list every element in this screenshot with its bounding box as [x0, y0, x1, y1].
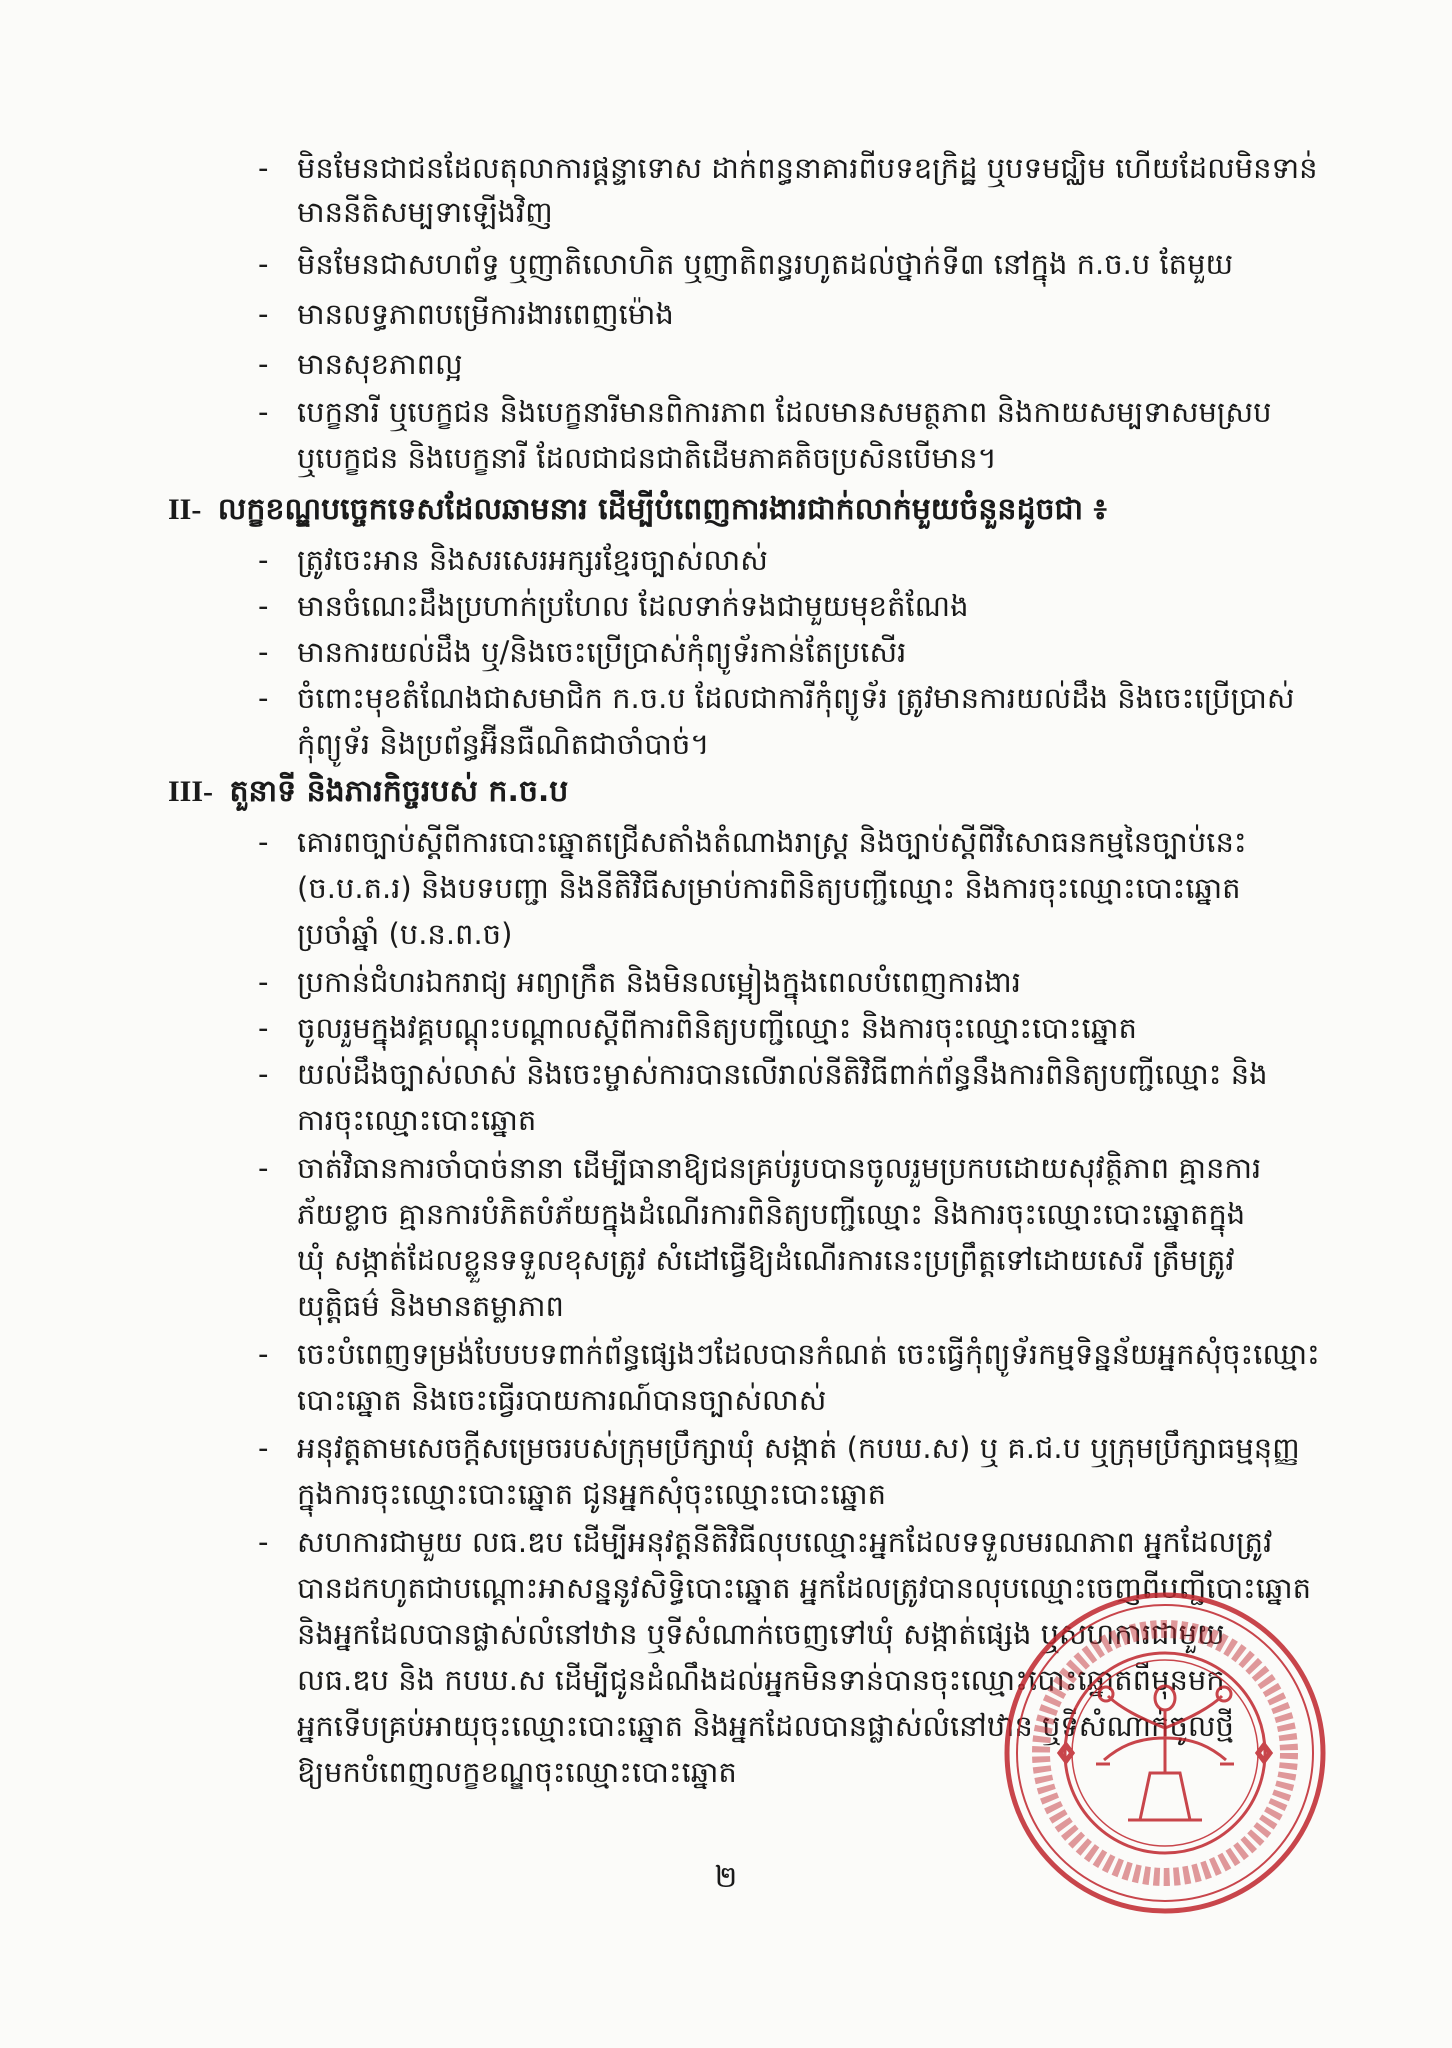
list-item-line: ឃុំ សង្កាត់ដែលខ្លួនទទួលខុសត្រូវ សំដៅធ្វើឱ្យដំណើរការនេះប្រព្រឹត្តទៅដោយសេរី ត្រឹមត្រូវ: [297, 1243, 1235, 1277]
official-seal-icon: [1000, 1588, 1330, 1918]
bullet-dash: -: [258, 151, 269, 185]
page-number: ២: [714, 1860, 738, 1895]
bullet-dash: -: [258, 543, 269, 577]
bullet-dash: -: [258, 1011, 269, 1045]
bullet-dash: -: [258, 681, 269, 715]
section-title: តួនាទី និងភារកិច្ចរបស់ ក.ច.ប: [229, 774, 569, 809]
bullet-dash: -: [258, 1151, 269, 1185]
list-item-line: កុំព្យូទ័រ និងប្រព័ន្ធអ៊ីនធឺណិតជាចាំបាច់។: [297, 727, 710, 761]
section-heading: [168, 490, 1107, 530]
list-item-line: ប្រចាំឆ្នាំ (ប.ន.ព.ច): [297, 917, 513, 951]
list-item-line: ឬបេក្ខជន និងបេក្ខនារី ដែលជាជនជាតិដើមភាគតិចប្រសិនបើមាន។: [297, 441, 997, 475]
list-item-line: ឱ្យមកបំពេញលក្ខខណ្ឌចុះឈ្មោះបោះឆ្នោត: [297, 1755, 737, 1789]
list-item-line: បោះឆ្នោត និងចេះធ្វើរបាយការណ៍បានច្បាស់លាស់: [297, 1383, 827, 1417]
bullet-dash: -: [258, 347, 269, 381]
bullet-dash: -: [258, 1431, 269, 1465]
list-item-line: លធ.ឌប និង កបឃ.ស ដើម្បីជូនដំណឹងដល់អ្នកមិនទាន់បានចុះឈ្មោះបោះឆ្នោតពីមុនមក: [297, 1663, 1225, 1697]
section-heading: [168, 772, 568, 812]
list-item-line: ត្រូវចេះអាន និងសរសេរអក្សរខ្មែរច្បាស់លាស់: [297, 543, 768, 577]
list-item-line: បេក្ខនារី ឬបេក្ខជន និងបេក្ខនារីមានពិការភាព ដែលមានសមត្ថភាព និងកាយសម្បទាសមស្រប: [297, 395, 1272, 429]
list-item-line: អនុវត្តតាមសេចក្តីសម្រេចរបស់ក្រុមប្រឹក្សាឃុំ សង្កាត់ (កបឃ.ស) ឬ គ.ជ.ប ឬក្រុមប្រឹក្សាធម្មនុញ្ញ: [297, 1431, 1300, 1465]
list-item-line: មានការយល់ដឹង ឬ/និងចេះប្រើប្រាស់កុំព្យូទ័រកាន់តែប្រសើរ: [297, 635, 907, 669]
list-item-line: ក្នុងការចុះឈ្មោះបោះឆ្នោត ជូនអ្នកសុំចុះឈ្មោះបោះឆ្នោត: [297, 1477, 887, 1511]
list-item-line: មានសុខភាពល្អ: [297, 347, 463, 381]
bullet-dash: -: [258, 297, 269, 331]
list-item-line: ចាត់វិធានការចាំបាច់នានា ដើម្បីធានាឱ្យជនគ្រប់រូបបានចូលរួមប្រកបដោយសុវត្ថិភាព គ្មានការ: [297, 1151, 1262, 1185]
bullet-dash: -: [258, 589, 269, 623]
bullet-dash: -: [258, 1337, 269, 1371]
bullet-dash: -: [258, 1057, 269, 1091]
list-item-line: យុត្តិធម៌ និងមានតម្លាភាព: [297, 1289, 564, 1323]
bullet-dash: -: [258, 395, 269, 429]
section-number: II-: [168, 493, 202, 526]
list-item-line: យល់ដឹងច្បាស់លាស់ និងចេះម្ចាស់ការបានលើរាល់នីតិវិធីពាក់ព័ន្ធនឹងការពិនិត្យបញ្ជីឈ្មោះ និង: [297, 1057, 1268, 1091]
section-title: លក្ខខណ្ឌបច្ចេកទេសដែលឆាមនារ ដើម្បីបំពេញការងារជាក់លាក់មួយចំនួនដូចជា ៖: [217, 492, 1107, 527]
bullet-dash: -: [258, 1525, 269, 1559]
bullet-dash: -: [258, 825, 269, 859]
bullet-dash: -: [258, 965, 269, 999]
list-item-line: និងអ្នកដែលបានផ្លាស់លំនៅឋាន ឬទីសំណាក់ចេញទៅឃុំ សង្កាត់ផ្សេង ឬសហការជាមួយ: [297, 1617, 1225, 1651]
list-item-line: ភ័យខ្លាច គ្មានការបំភិតបំភ័យក្នុងដំណើរការពិនិត្យបញ្ជីឈ្មោះ និងការចុះឈ្មោះបោះឆ្នោតក្នុង: [297, 1197, 1246, 1231]
list-item-line: បានដកហូតជាបណ្តោះអាសន្ននូវសិទ្ធិបោះឆ្នោត អ្នកដែលត្រូវបានលុបឈ្មោះចេញពីបញ្ជីបោះឆ្នោត: [297, 1571, 1312, 1605]
list-item-line: ចំពោះមុខតំណែងជាសមាជិក ក.ច.ប ដែលជាការីកុំព្យូទ័រ ត្រូវមានការយល់ដឹង និងចេះប្រើប្រាស់: [297, 681, 1295, 715]
list-item-line: ចេះបំពេញទម្រង់បែបបទពាក់ព័ន្ធផ្សេងៗដែលបានកំណត់ ចេះធ្វើកុំព្យូទ័រកម្មទិន្នន័យអ្នកសុំចុះឈ្មោះ: [297, 1337, 1320, 1371]
bullet-dash: -: [258, 635, 269, 669]
list-item-line: (ច.ប.ត.រ) និងបទបញ្ជា និងនីតិវិធីសម្រាប់ការពិនិត្យបញ្ជីឈ្មោះ និងការចុះឈ្មោះបោះឆ្នោត: [297, 871, 1241, 905]
list-item-line: មានលទ្ធភាពបម្រើការងារពេញម៉ោង: [297, 297, 674, 331]
bullet-dash: -: [258, 247, 269, 281]
list-item-line: មាននីតិសម្បទាឡើងវិញ: [297, 195, 553, 229]
list-item-line: សហការជាមួយ លធ.ឌប ដើម្បីអនុវត្តនីតិវិធីលុបឈ្មោះអ្នកដែលទទួលមរណភាព អ្នកដែលត្រូវ: [297, 1525, 1273, 1559]
list-item-line: មិនមែនជាសហព័ទ្ធ ឬញាតិលោហិត ឬញាតិពន្ធរហូតដល់ថ្នាក់ទី៣ នៅក្នុង ក.ច.ប តែមួយ: [297, 247, 1234, 281]
list-item-line: មិនមែនជាជនដែលតុលាការផ្តន្ទាទោស ដាក់ពន្ធនាគារពីបទឧក្រិដ្ឋ ឬបទមជ្ឈិម ហើយដែលមិនទាន់: [297, 151, 1318, 185]
list-item-line: ការចុះឈ្មោះបោះឆ្នោត: [297, 1103, 537, 1137]
list-item-line: អ្នកទើបគ្រប់អាយុចុះឈ្មោះបោះឆ្នោត និងអ្នកដែលបានផ្លាស់លំនៅឋាន ឬទីសំណាក់ចូលថ្មី: [297, 1709, 1234, 1743]
list-item-line: គោរពច្បាប់ស្តីពីការបោះឆ្នោតជ្រើសតាំងតំណាងរាស្ត្រ និងច្បាប់ស្តីពីវិសោធនកម្មនៃច្បាប់នេះ: [297, 825, 1247, 859]
list-item-line: មានចំណេះដឹងប្រហាក់ប្រហែល ដែលទាក់ទងជាមួយមុខតំណែង: [297, 589, 969, 623]
section-number: III-: [168, 775, 214, 808]
list-item-line: ប្រកាន់ជំហរឯករាជ្យ អព្យាក្រឹត និងមិនលម្អៀងក្នុងពេលបំពេញការងារ: [297, 965, 1021, 999]
list-item-line: ចូលរួមក្នុងវគ្គបណ្តុះបណ្តាលស្តីពីការពិនិត្យបញ្ជីឈ្មោះ និងការចុះឈ្មោះបោះឆ្នោត: [297, 1011, 1137, 1045]
